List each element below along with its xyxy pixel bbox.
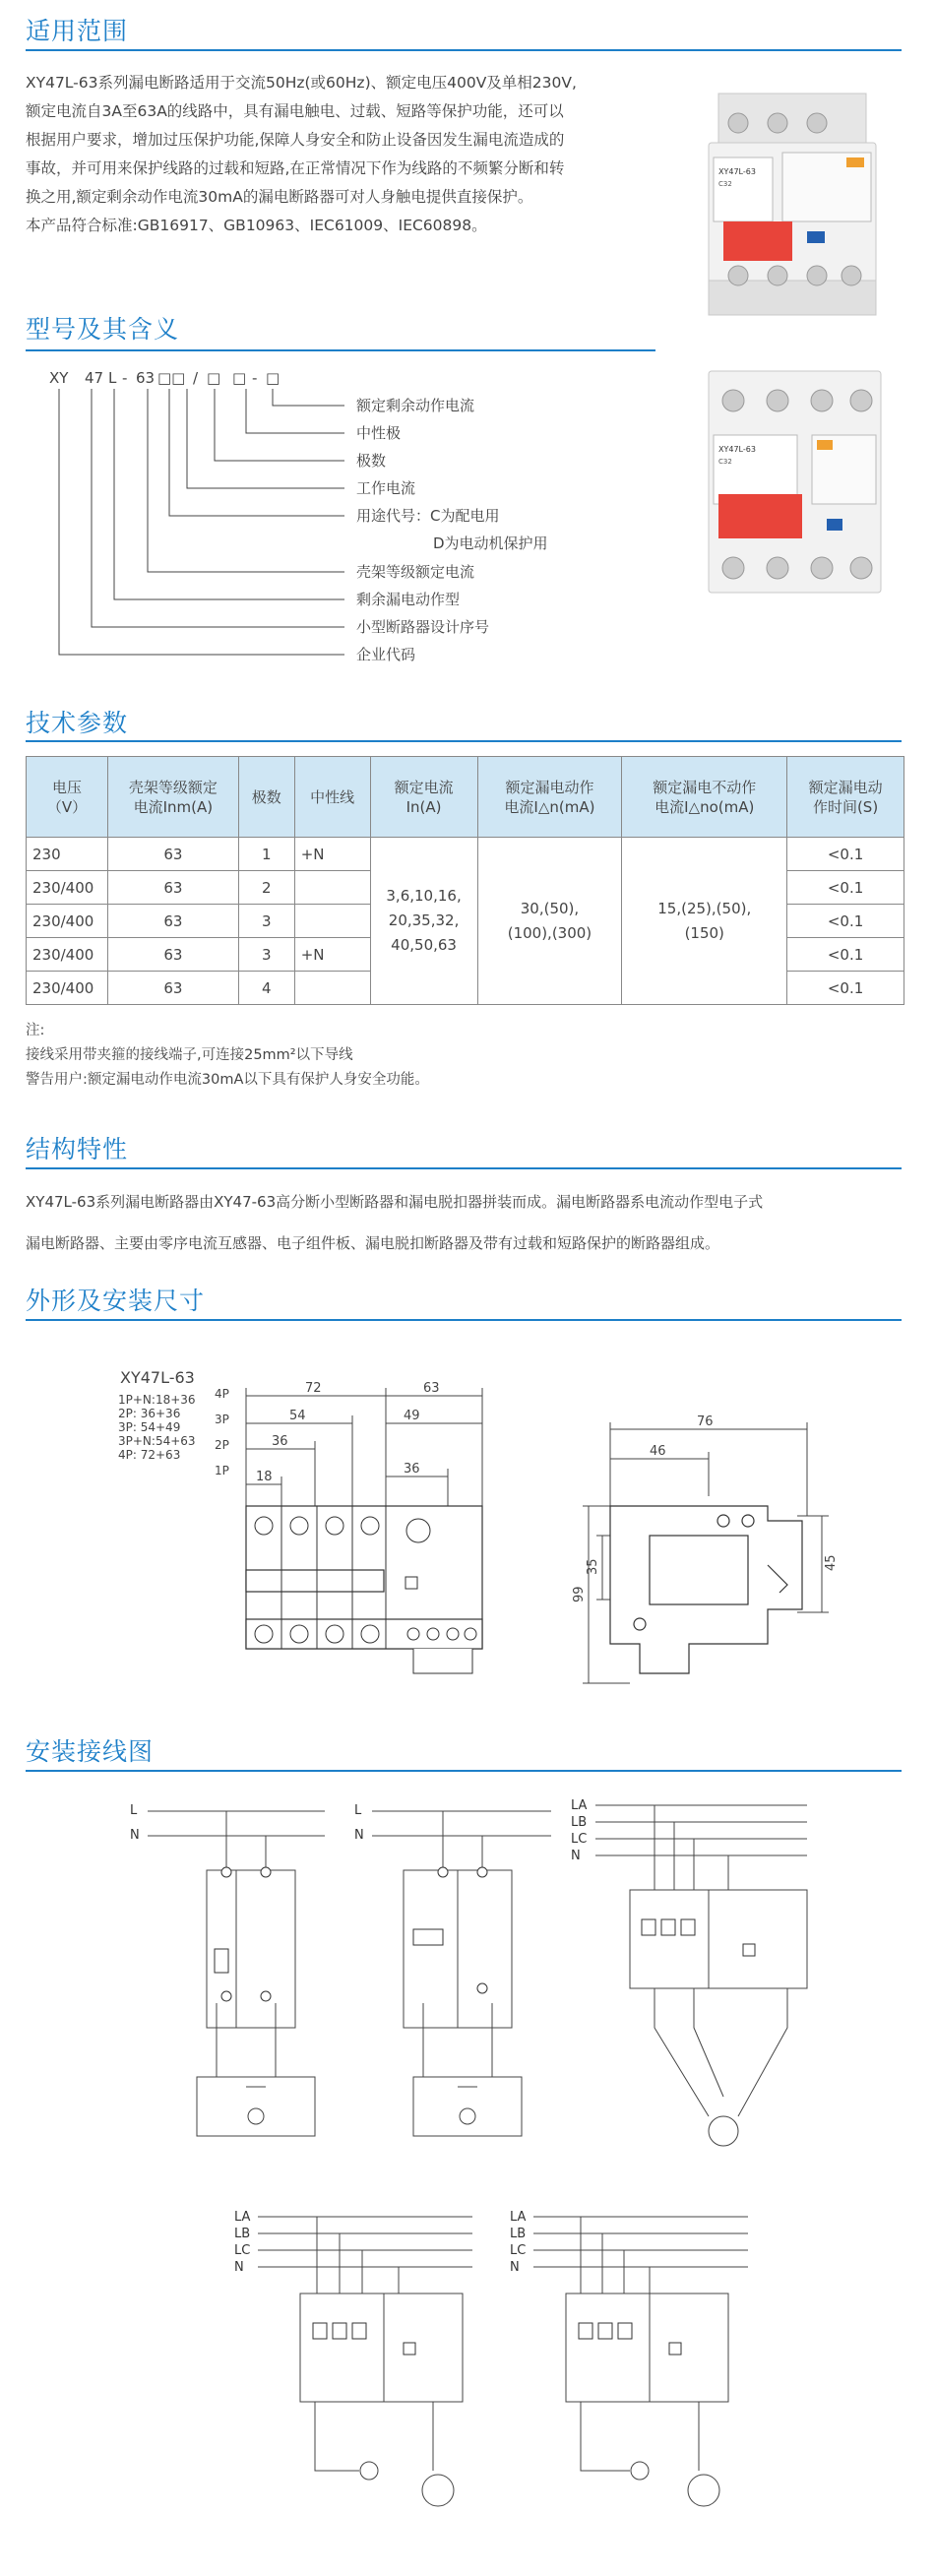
product-label-2: XY47L-63 xyxy=(718,445,756,454)
cell-voltage: 230/400 xyxy=(27,938,108,972)
code-box-neutral: □ xyxy=(232,369,247,387)
wiring3-label-la: LA xyxy=(571,1798,588,1813)
wiring-rule xyxy=(26,1770,902,1772)
dim-side-99: 99 xyxy=(572,1586,587,1602)
cell-frame-current: 63 xyxy=(107,938,238,972)
wiring2-label-l: L xyxy=(354,1803,362,1818)
code-63: 63 xyxy=(136,369,156,387)
cell-trip-time: <0.1 xyxy=(787,905,904,938)
note-line: 接线采用带夹箍的接线端子,可连接25mm²以下导线 xyxy=(26,1047,353,1063)
wiring4-label-n: N xyxy=(234,2260,244,2275)
cell-poles: 3 xyxy=(238,905,294,938)
model-rule xyxy=(26,349,655,351)
structure-line: XY47L-63系列漏电断路器由XY47-63高分断小型断路器和漏电脱扣器拼装而成。漏电断路器系电流动作型电子式 xyxy=(26,1193,764,1211)
scope-line: 额定电流自3A至63A的线路中，具有漏电触电、过载、短路等保护功能，还可以 xyxy=(26,102,564,120)
dimensions-title: 外形及安装尺寸 xyxy=(26,1287,206,1315)
model-code-diagram xyxy=(0,359,669,684)
header-voltage: 电压 （V） xyxy=(27,757,108,838)
wiring3-label-lb: LB xyxy=(571,1815,588,1830)
dim-width-3pn: 3P+N:54+63 xyxy=(118,1434,196,1448)
specs-rule xyxy=(26,740,902,742)
wiring2-label-n: N xyxy=(354,1828,364,1843)
dim-front-72: 72 xyxy=(305,1381,322,1396)
cell-voltage: 230 xyxy=(27,838,108,871)
dimension-drawing xyxy=(0,1349,935,1703)
scope-text xyxy=(26,69,577,240)
code-slash: / xyxy=(193,369,199,387)
code-l: L xyxy=(108,369,117,387)
dim-width-3p: 3P: 54+49 xyxy=(118,1420,181,1434)
meaning-usage-c: 用途代号：C为配电用 xyxy=(356,507,500,525)
header-no-trip-current: 额定漏电不动作 电流I△no(mA) xyxy=(622,757,787,838)
wiring-title: 安装接线图 xyxy=(26,1737,155,1766)
cell-trip-time: <0.1 xyxy=(787,871,904,905)
meaning-neutral: 中性极 xyxy=(356,424,402,442)
cell-neutral: +N xyxy=(294,938,370,972)
cell-neutral xyxy=(294,972,370,1005)
cell-poles: 2 xyxy=(238,871,294,905)
dim-front-36a: 36 xyxy=(272,1434,288,1449)
dim-width-2p: 2P: 36+36 xyxy=(118,1407,181,1420)
cell-frame-current: 63 xyxy=(107,972,238,1005)
spec-notes xyxy=(26,1019,429,1093)
header-poles: 极数 xyxy=(238,757,294,838)
scope-line: 换之用,额定剩余动作电流30mA的漏电断路器可对人身触电提供直接保护。 xyxy=(26,188,533,206)
cell-frame-current: 63 xyxy=(107,838,238,871)
code-xy: XY xyxy=(49,369,69,387)
structure-line: 漏电断路器、主要由零序电流互感器、电子组件板、漏电脱扣断路器及带有过载和短路保护的断路器组成。 xyxy=(26,1234,720,1252)
cell-trip-time: <0.1 xyxy=(787,938,904,972)
wiring5-label-lb: LB xyxy=(510,2227,527,2241)
wiring4-label-lb: LB xyxy=(234,2227,251,2241)
product-label-1: XY47L-63 xyxy=(718,167,756,176)
cell-rated-current: 3,6,10,16, 20,35,32, 40,50,63 xyxy=(370,838,477,1005)
wiring1-label-l: L xyxy=(130,1803,138,1818)
pole-label-3p: 3P xyxy=(215,1413,229,1426)
cell-neutral: +N xyxy=(294,838,370,871)
dimensions-rule xyxy=(26,1319,902,1321)
dim-side-35: 35 xyxy=(586,1558,600,1575)
wiring-diagrams xyxy=(0,1782,935,2549)
meaning-usage-d: D为电动机保护用 xyxy=(433,534,548,552)
cell-poles: 4 xyxy=(238,972,294,1005)
header-neutral: 中性线 xyxy=(294,757,370,838)
code-box-residual: □ xyxy=(266,369,280,387)
cell-trip-current: 30,(50), (100),(300) xyxy=(477,838,622,1005)
note-line: 注: xyxy=(26,1023,45,1038)
structure-title: 结构特性 xyxy=(26,1135,129,1163)
table-row xyxy=(27,838,904,871)
wiring4-label-lc: LC xyxy=(234,2243,251,2258)
cell-trip-time: <0.1 xyxy=(787,972,904,1005)
scope-line: 事故，并可用来保护线路的过载和短路,在正常情况下作为线路的不频繁分断和转 xyxy=(26,159,565,177)
cell-no-trip-current: 15,(25),(50), (150) xyxy=(622,838,787,1005)
header-rated-current: 额定电流 In(A) xyxy=(370,757,477,838)
cell-trip-time: <0.1 xyxy=(787,838,904,871)
scope-line: 根据用户要求，增加过压保护功能,保障人身安全和防止设备因发生漏电流造成的 xyxy=(26,131,565,149)
header-trip-time: 额定漏电动 作时间(S) xyxy=(787,757,904,838)
scope-title: 适用范围 xyxy=(26,17,129,45)
structure-rule xyxy=(26,1167,902,1169)
cell-neutral xyxy=(294,905,370,938)
product-sublabel-2: C32 xyxy=(718,458,732,466)
pole-label-4p: 4P xyxy=(215,1387,229,1401)
scope-line: 本产品符合标准:GB16917、GB10963、IEC61009、IEC60898。 xyxy=(26,217,487,234)
meaning-design-serial: 小型断路器设计序号 xyxy=(356,618,490,636)
pole-label-1p: 1P xyxy=(215,1464,229,1477)
dim-width-1pn: 1P+N:18+36 xyxy=(118,1393,196,1407)
meaning-frame-current: 壳架等级额定电流 xyxy=(356,563,475,581)
product-sublabel-1: C32 xyxy=(718,180,732,188)
dim-front-63: 63 xyxy=(423,1381,440,1396)
cell-poles: 1 xyxy=(238,838,294,871)
code-box-pair: □□ xyxy=(157,369,186,387)
cell-voltage: 230/400 xyxy=(27,972,108,1005)
code-dash: - xyxy=(122,369,128,387)
dim-front-36b: 36 xyxy=(404,1462,420,1476)
cell-voltage: 230/400 xyxy=(27,905,108,938)
meaning-poles: 极数 xyxy=(356,452,387,470)
note-line: 警告用户:额定漏电动作电流30mA以下具有保护人身安全功能。 xyxy=(26,1072,429,1088)
structure-text xyxy=(26,1181,763,1264)
scope-line: XY47L-63系列漏电断路适用于交流50Hz(或60Hz)、额定电压400V及单相230V, xyxy=(26,74,577,92)
dim-front-54: 54 xyxy=(289,1409,306,1423)
dim-model: XY47L-63 xyxy=(120,1368,195,1387)
cell-voltage: 230/400 xyxy=(27,871,108,905)
model-title: 型号及其含义 xyxy=(26,315,180,344)
meaning-work-current: 工作电流 xyxy=(356,479,416,497)
pole-label-2p: 2P xyxy=(215,1438,229,1452)
specs-title: 技术参数 xyxy=(26,709,129,737)
wiring4-label-la: LA xyxy=(234,2210,251,2225)
wiring5-label-n: N xyxy=(510,2260,520,2275)
code-dash-2: - xyxy=(252,369,258,387)
dim-side-46: 46 xyxy=(650,1444,666,1459)
meaning-company-code: 企业代码 xyxy=(356,646,416,663)
cell-neutral xyxy=(294,871,370,905)
wiring5-label-la: LA xyxy=(510,2210,527,2225)
product-photo-breaker-1 xyxy=(689,84,905,320)
spec-table-header xyxy=(27,757,904,838)
meaning-residual-type: 剩余漏电动作型 xyxy=(356,591,461,608)
cell-poles: 3 xyxy=(238,938,294,972)
dim-side-76: 76 xyxy=(697,1414,714,1429)
spec-table xyxy=(26,756,904,1005)
code-47: 47 xyxy=(85,369,104,387)
dim-width-4p: 4P: 72+63 xyxy=(118,1448,181,1462)
cell-frame-current: 63 xyxy=(107,871,238,905)
wiring3-label-n: N xyxy=(571,1849,581,1863)
scope-rule xyxy=(26,49,902,51)
dim-front-49: 49 xyxy=(404,1409,420,1423)
dim-front-18: 18 xyxy=(256,1470,273,1484)
code-box-poles: □ xyxy=(207,369,221,387)
wiring5-label-lc: LC xyxy=(510,2243,527,2258)
cell-frame-current: 63 xyxy=(107,905,238,938)
meaning-residual-current: 额定剩余动作电流 xyxy=(356,397,475,414)
header-trip-current: 额定漏电动作 电流I△n(mA) xyxy=(477,757,622,838)
wiring3-label-lc: LC xyxy=(571,1832,588,1847)
wiring1-label-n: N xyxy=(130,1828,140,1843)
header-frame-current: 壳架等级额定 电流Inm(A) xyxy=(107,757,238,838)
product-photo-breaker-2 xyxy=(689,366,905,602)
dim-side-45: 45 xyxy=(824,1554,839,1571)
